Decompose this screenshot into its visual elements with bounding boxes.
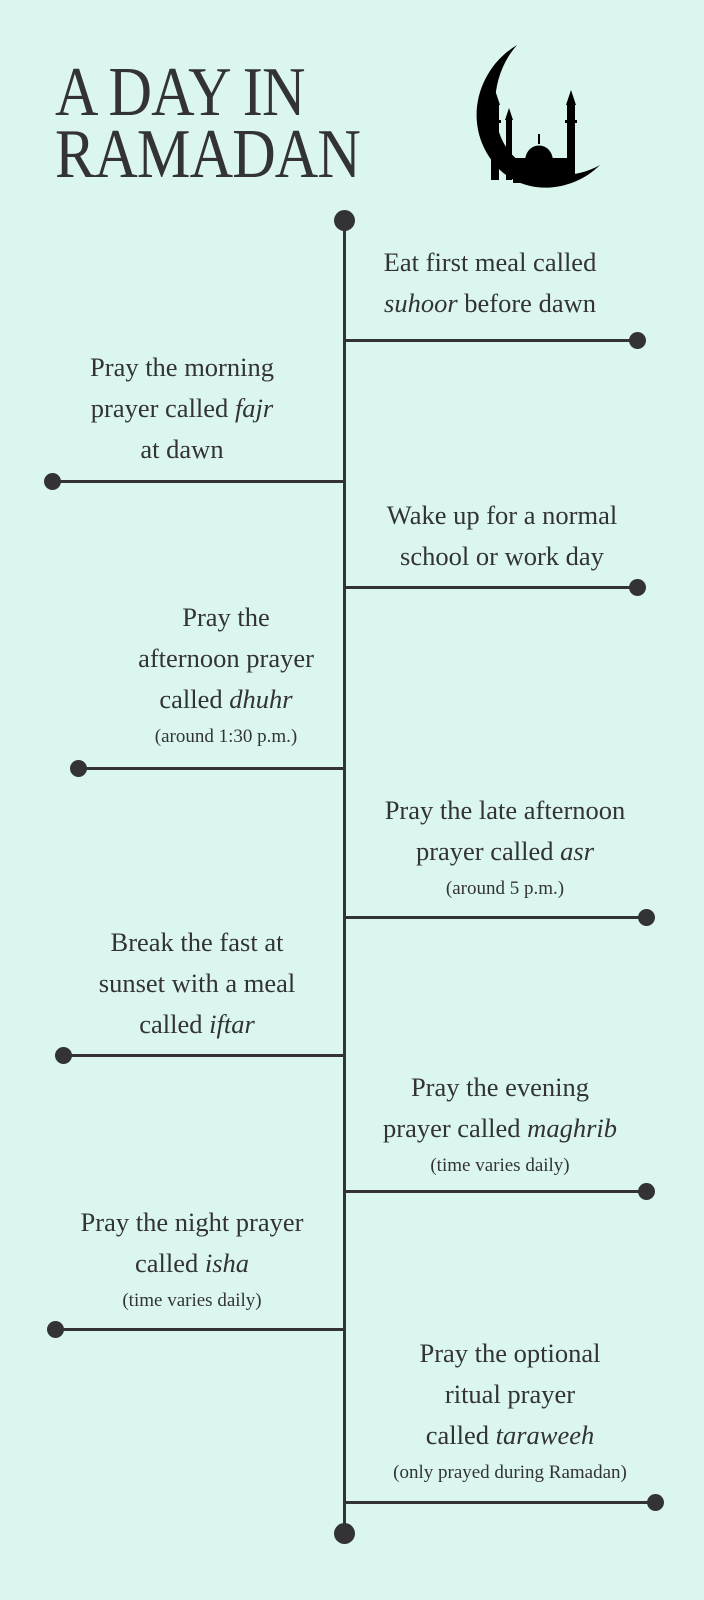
event-note: (time varies daily)	[122, 1290, 262, 1311]
branch-dot	[638, 1183, 655, 1200]
event-line	[99, 1004, 296, 1045]
event-line	[90, 429, 274, 470]
branch-line	[345, 339, 637, 342]
event-segment: Pray the morning	[90, 352, 274, 382]
event-term: isha	[204, 1248, 250, 1278]
event-text	[90, 347, 274, 470]
branch-dot	[629, 579, 646, 596]
event-line	[393, 1333, 627, 1374]
branch-line	[55, 1328, 345, 1331]
branch-line	[345, 1501, 655, 1504]
event-line	[90, 347, 274, 388]
event-term: dhuhr	[229, 684, 293, 714]
event-term: taraweeh	[495, 1420, 595, 1450]
event-segment: Pray the night prayer	[80, 1207, 304, 1237]
branch-dot	[44, 473, 61, 490]
event-term: iftar	[209, 1009, 255, 1039]
event-text	[384, 242, 597, 324]
event-line	[383, 1108, 617, 1149]
event-segment: sunset with a meal	[98, 968, 296, 998]
timeline-axis	[343, 220, 346, 1533]
event-text	[138, 597, 314, 754]
event-line	[393, 1374, 627, 1415]
timeline-start-dot	[334, 210, 355, 231]
event-line	[387, 536, 617, 577]
event-note: (time varies daily)	[430, 1155, 570, 1176]
branch-line	[345, 916, 646, 919]
event-line	[99, 922, 296, 963]
event-segment: called	[134, 1248, 205, 1278]
branch-line	[63, 1054, 345, 1057]
event-line	[387, 495, 617, 536]
branch-line	[78, 767, 345, 770]
event-segment: school or work day	[400, 541, 604, 571]
timeline-end-dot	[334, 1523, 355, 1544]
event-segment: ritual prayer	[444, 1379, 576, 1409]
branch-line	[52, 480, 345, 483]
event-segment: afternoon prayer	[138, 643, 314, 673]
event-segment: Pray the optional	[419, 1338, 601, 1368]
event-line	[81, 1202, 304, 1243]
event-line	[393, 1415, 627, 1456]
event-segment: Pray the evening	[410, 1072, 590, 1102]
event-segment: called	[425, 1420, 496, 1450]
event-segment: prayer called	[90, 393, 235, 423]
branch-dot	[47, 1321, 64, 1338]
event-line	[99, 963, 296, 1004]
title-line-2: RAMADAN	[55, 116, 361, 193]
event-segment: prayer called	[382, 1113, 528, 1143]
event-term: suhoor	[384, 288, 458, 318]
event-segment: Break the fast at	[110, 927, 284, 957]
branch-dot	[647, 1494, 664, 1511]
title-line-1: A DAY IN	[55, 54, 305, 131]
branch-dot	[55, 1047, 72, 1064]
event-note: (around 5 p.m.)	[445, 878, 565, 899]
event-segment: Wake up for a normal	[386, 500, 618, 530]
event-segment: Eat first meal called	[383, 247, 597, 277]
event-line	[384, 283, 597, 324]
event-text	[393, 1333, 627, 1490]
event-text	[81, 1202, 304, 1318]
event-line	[90, 388, 274, 429]
event-text	[385, 790, 626, 906]
branch-dot	[70, 760, 87, 777]
event-line	[385, 831, 626, 872]
event-term: fajr	[234, 393, 274, 423]
event-segment: before dawn	[457, 288, 596, 318]
branch-dot	[638, 909, 655, 926]
event-line	[138, 638, 314, 679]
event-segment: prayer called	[415, 836, 561, 866]
event-line	[384, 242, 597, 283]
event-line	[81, 1243, 304, 1284]
event-segment: at dawn	[140, 434, 224, 464]
event-text	[99, 922, 296, 1045]
branch-line	[345, 1190, 646, 1193]
event-segment: called	[139, 1009, 210, 1039]
event-line	[383, 1067, 617, 1108]
branch-line	[345, 586, 637, 589]
event-term: asr	[560, 836, 595, 866]
event-term: maghrib	[527, 1113, 618, 1143]
event-note: (only prayed during Ramadan)	[393, 1462, 627, 1483]
event-text	[387, 495, 617, 577]
event-line	[385, 790, 626, 831]
event-segment: called	[159, 684, 230, 714]
event-segment: Pray the late afternoon	[384, 795, 626, 825]
event-line	[138, 679, 314, 720]
event-segment: Pray the	[182, 602, 270, 632]
event-note: (around 1:30 p.m.)	[154, 726, 298, 747]
branch-dot	[629, 332, 646, 349]
event-text	[383, 1067, 617, 1183]
event-line	[138, 597, 314, 638]
